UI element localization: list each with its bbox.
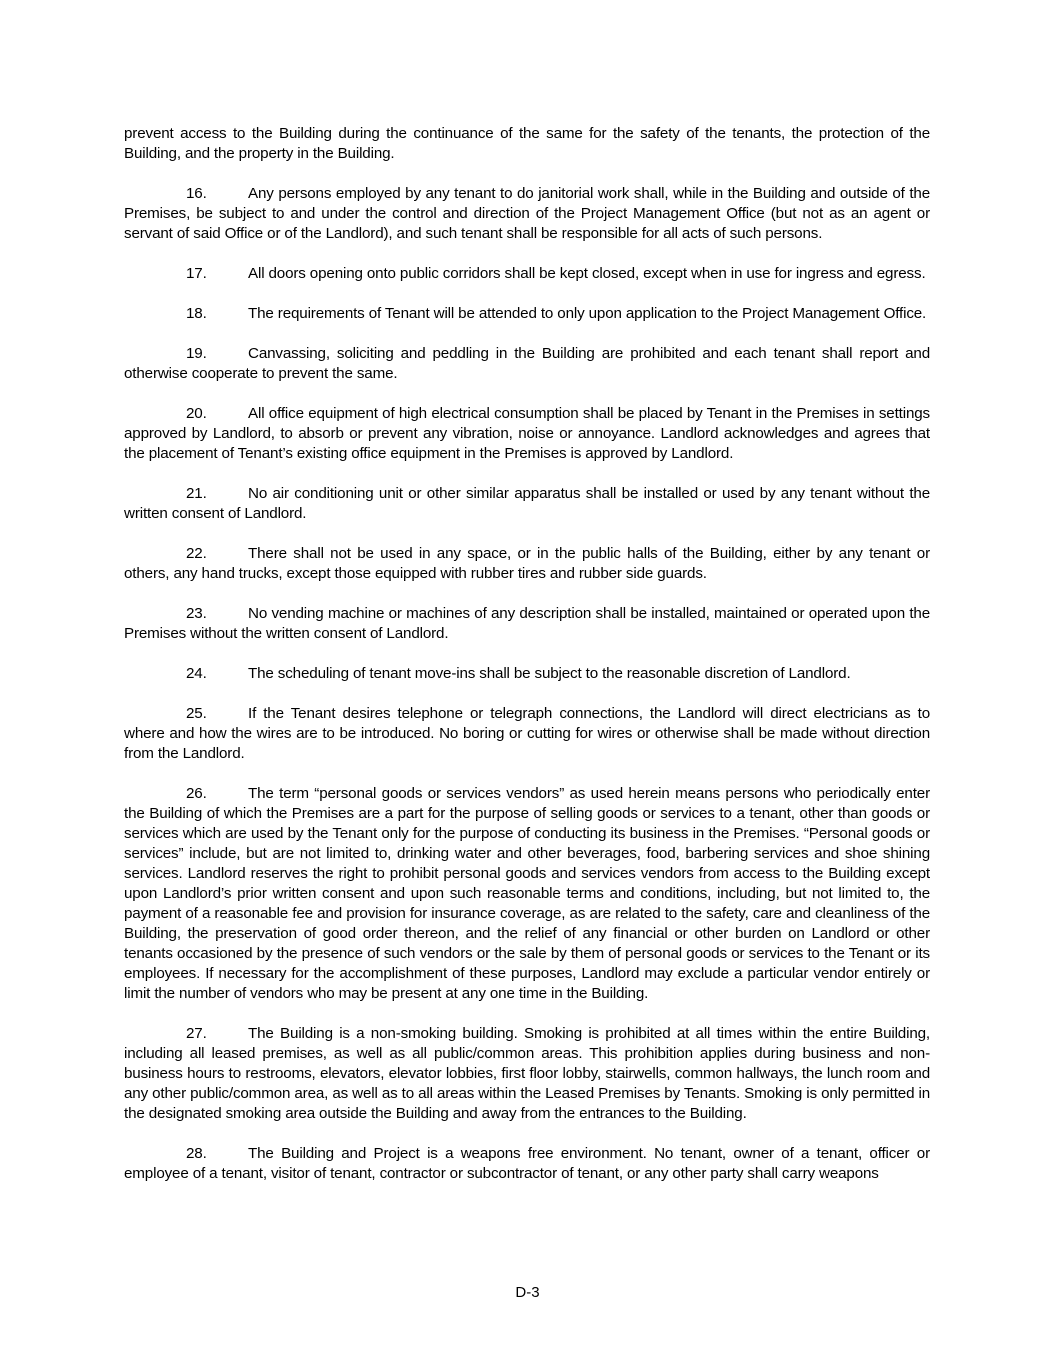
document-body [124,124,930,1204]
rule-paragraph-23 [124,604,930,644]
rule-number: 19. [186,345,207,362]
rule-text: No air conditioning unit or other similar apparatus shall be installed or used by any tenant without the written consent of Landlord. [124,485,930,522]
rule-paragraph-26 [124,784,930,1004]
rule-paragraph-19 [124,344,930,384]
intro-paragraph: prevent access to the Building during the continuance of the same for the safety of the tenants, the protection of the Building, and the property in the Building. [124,125,930,162]
rule-number: 18. [186,305,207,322]
rule-number: 23. [186,605,207,622]
rule-number: 25. [186,705,207,722]
rule-paragraph-24 [124,664,930,684]
rule-paragraph-22 [124,544,930,584]
page-number: D-3 [515,1284,540,1301]
rule-number: 22. [186,545,207,562]
rule-number: 28. [186,1145,207,1162]
rule-paragraph-20 [124,404,930,464]
rule-number: 24. [186,665,207,682]
rule-text: The requirements of Tenant will be attended to only upon application to the Project Management Office. [248,305,927,322]
rule-paragraph-21 [124,484,930,524]
rule-number: 27. [186,1025,207,1042]
rule-text: Any persons employed by any tenant to do janitorial work shall, while in the Building and outside of the Premises, be subject to and under the control and direction of the Project Management Office (but not as an agent or servant of said Office or of the Landlord), and such tenant shall be responsible for all acts of such persons. [124,185,930,242]
rule-paragraph-25 [124,704,930,764]
rule-paragraph-17 [124,264,930,284]
rule-number: 26. [186,785,207,802]
rule-text: All doors opening onto public corridors shall be kept closed, except when in use for ingress and egress. [248,265,926,282]
rule-paragraph-16 [124,184,930,244]
rule-paragraph-18 [124,304,930,324]
rule-number: 16. [186,185,207,202]
rule-text: If the Tenant desires telephone or telegraph connections, the Landlord will direct electricians as to where and how the wires are to be introduced. No boring or cutting for wires or otherwise shall be made without direction from the Landlord. [124,705,930,762]
rule-paragraph-27 [124,1024,930,1124]
rule-text: There shall not be used in any space, or in the public halls of the Building, either by any tenant or others, any hand trucks, except those equipped with rubber tires and rubber side guards. [124,545,930,582]
rule-text: Canvassing, soliciting and peddling in the Building are prohibited and each tenant shall report and otherwise cooperate to prevent the same. [124,345,930,382]
rule-text: The scheduling of tenant move-ins shall be subject to the reasonable discretion of Landlord. [248,665,851,682]
rule-text: No vending machine or machines of any description shall be installed, maintained or operated upon the Premises without the written consent of Landlord. [124,605,930,642]
rule-number: 17. [186,265,207,282]
rule-number: 20. [186,405,207,422]
rule-text: All office equipment of high electrical consumption shall be placed by Tenant in the Premises in settings approved by Landlord, to absorb or prevent any vibration, noise or annoyance. Landlord acknowledges and agrees that the placement of Tenant’s existing office equipment in the Premises is approved by Landlord. [124,405,930,462]
rule-paragraph-28 [124,1144,930,1184]
rule-text: The Building and Project is a weapons free environment. No tenant, owner of a tenant, officer or employee of a tenant, visitor of tenant, contractor or subcontractor of tenant, or any other party shall carry weapons [124,1145,930,1182]
rule-text: The Building is a non-smoking building. Smoking is prohibited at all times within the entire Building, including all leased premises, as well as all public/common areas. This prohibition applies during business and non-business hours to restrooms, elevators, elevator lobbies, first floor lobby, stairwells, common hallways, the lunch room and any other public/common area, as well as to all areas within the Leased Premises by Tenants. Smoking is only permitted in the designated smoking area outside the Building and away from the entrances to the Building. [124,1025,930,1122]
rule-number: 21. [186,485,207,502]
rule-text: The term “personal goods or services vendors” as used herein means persons who periodically enter the Building of which the Premises are a part for the purpose of selling goods or services to a tenant, other than goods or services which are used by the Tenant only for the purpose of conducting its business in the Premises. “Personal goods or services” include, but are not limited to, drinking water and other beverages, food, barbering services and shoe shining services. Landlord reserves the right to prohibit personal goods and services vendors from access to the Building except upon Landlord’s prior written consent and upon such reasonable terms and conditions, including, but not limited to, the payment of a reasonable fee and provision for insurance coverage, as are related to the safety, care and cleanliness of the Building, the preservation of good order thereon, and the relief of any financial or other burden on Landlord or other tenants occasioned by the presence of such vendors or the sale by them of personal goods or services to the Tenant or its employees. If necessary for the accomplishment of these purposes, Landlord may exclude a particular vendor entirely or limit the number of vendors who may be present at any one time in the Building. [124,785,930,1002]
